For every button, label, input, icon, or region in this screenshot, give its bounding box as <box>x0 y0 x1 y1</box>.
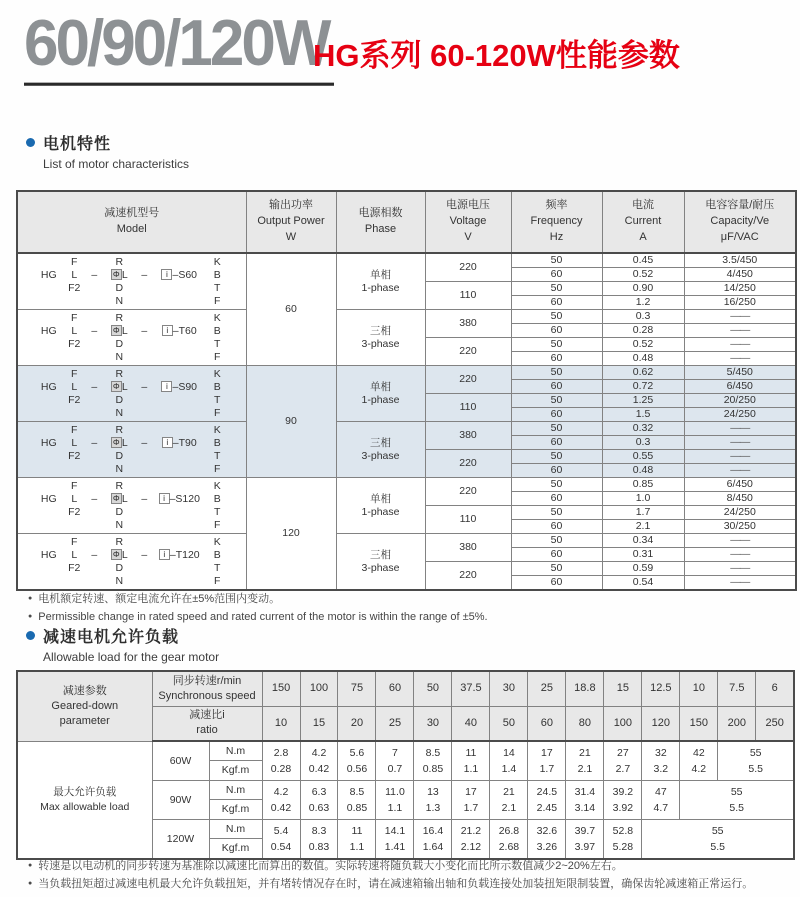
motor-table-body <box>17 253 796 590</box>
speed-value-header: 6 <box>756 671 794 706</box>
capacity-cell: —— <box>684 338 796 352</box>
speed-value-header: 15 <box>604 671 642 706</box>
load-value-cell: 2.8 0.28 <box>262 741 300 781</box>
capacity-cell: 5/450 <box>684 366 796 380</box>
motor-table-row <box>17 253 796 268</box>
frequency-cell: 50 <box>511 478 602 492</box>
synchronous-speed-header: 同步转速r/min Synchronous speed <box>152 671 262 706</box>
motor-table-row <box>17 366 796 380</box>
ratio-value-header: 25 <box>376 706 414 741</box>
motor-table-row <box>17 534 796 548</box>
page-title-series: HG系列 60-120W性能参数 <box>313 38 680 73</box>
section2-title-zh: 减速电机允许负载 <box>43 629 180 646</box>
motor-table-head <box>17 191 796 253</box>
load-value-cell: 39.2 3.92 <box>604 781 642 820</box>
model-cell <box>17 534 246 591</box>
section-bullet-icon <box>26 138 35 147</box>
unit-nm-label: N.m <box>210 781 262 800</box>
note-line <box>28 592 788 606</box>
load-value-cell: 31.4 3.14 <box>566 781 604 820</box>
load-table-row <box>17 741 794 781</box>
capacity-cell: 30/250 <box>684 520 796 534</box>
ratio-value-header: 120 <box>642 706 680 741</box>
load-value-cell: 39.7 3.97 <box>566 820 604 860</box>
voltage-cell: 110 <box>425 506 511 534</box>
frequency-cell: 50 <box>511 310 602 324</box>
phi-box-symbol: Φ <box>111 325 122 336</box>
speed-value-header: 12.5 <box>642 671 680 706</box>
ratio-value-header: 150 <box>680 706 718 741</box>
ratio-value-header: 40 <box>452 706 490 741</box>
phase-cell: 单相 1-phase <box>336 366 425 422</box>
capacity-cell: —— <box>684 562 796 576</box>
frequency-cell: 50 <box>511 534 602 548</box>
frequency-cell: 50 <box>511 338 602 352</box>
frequency-cell: 50 <box>511 422 602 436</box>
capacity-cell: —— <box>684 324 796 338</box>
frequency-cell: 60 <box>511 576 602 591</box>
section2-title-en: Allowable load for the gear motor <box>43 650 220 664</box>
voltage-cell: 220 <box>425 450 511 478</box>
speed-value-header: 150 <box>262 671 300 706</box>
load-value-cell: 8.5 0.85 <box>338 781 376 820</box>
load-value-cell: 11.0 1.1 <box>376 781 414 820</box>
motor-power-cell: 60W <box>152 741 209 781</box>
current-cell: 0.34 <box>602 534 684 548</box>
load-value-cell: 17 1.7 <box>452 781 490 820</box>
ratio-value-header: 15 <box>300 706 338 741</box>
load-value-cell: 5.6 0.56 <box>338 741 376 781</box>
note-line <box>28 877 788 891</box>
column-header: 电源电压 Voltage V <box>425 191 511 253</box>
geared-down-parameter-header: 减速参数 Geared-down parameter <box>17 671 152 741</box>
load-value-cell: 8.5 0.85 <box>414 741 452 781</box>
ratio-value-header: 100 <box>604 706 642 741</box>
current-cell: 1.25 <box>602 394 684 408</box>
frequency-cell: 60 <box>511 268 602 282</box>
model-designation: HG F L F2 – R Φ L D N – i –S60 K B T F <box>40 255 221 307</box>
current-cell: 2.1 <box>602 520 684 534</box>
model-cell <box>17 310 246 366</box>
section-motor-characteristics <box>26 131 189 171</box>
capacity-cell: 6/450 <box>684 478 796 492</box>
voltage-cell: 110 <box>425 394 511 422</box>
load-table-head <box>17 671 794 741</box>
frequency-cell: 50 <box>511 282 602 296</box>
ratio-box-symbol: i <box>161 381 172 392</box>
frequency-cell: 50 <box>511 253 602 268</box>
load-header-row-speed <box>17 671 794 706</box>
current-cell: 0.32 <box>602 422 684 436</box>
capacity-cell: —— <box>684 548 796 562</box>
model-designation: HG F L F2 – R Φ L D N – i –T60 K B T F <box>40 311 221 363</box>
model-cell <box>17 478 246 534</box>
note-bullet-icon: ● <box>28 880 33 887</box>
frequency-cell: 50 <box>511 394 602 408</box>
allowable-load-table <box>16 670 795 860</box>
load-value-cell: 16.4 1.64 <box>414 820 452 860</box>
column-header: 频率 Frequency Hz <box>511 191 602 253</box>
speed-value-header: 7.5 <box>718 671 756 706</box>
capacity-cell: —— <box>684 422 796 436</box>
load-value-cell: 17 1.7 <box>528 741 566 781</box>
frequency-cell: 60 <box>511 324 602 338</box>
frequency-cell: 50 <box>511 562 602 576</box>
capacity-cell: 24/250 <box>684 408 796 422</box>
voltage-cell: 380 <box>425 422 511 450</box>
current-cell: 0.90 <box>602 282 684 296</box>
current-cell: 0.52 <box>602 338 684 352</box>
note-bullet-icon: ● <box>28 862 33 869</box>
column-header: 电容容量/耐压 Capacity/Ve μF/VAC <box>684 191 796 253</box>
phase-cell: 单相 1-phase <box>336 478 425 534</box>
unit-kgfm-label: Kgf.m <box>221 803 250 815</box>
speed-value-header: 60 <box>376 671 414 706</box>
load-value-cell: 26.8 2.68 <box>490 820 528 860</box>
load-value-cell: 24.5 2.45 <box>528 781 566 820</box>
capacity-cell: 6/450 <box>684 380 796 394</box>
load-value-cell: 42 4.2 <box>680 741 718 781</box>
model-cell <box>17 366 246 422</box>
current-cell: 0.3 <box>602 436 684 450</box>
ratio-value-header: 50 <box>490 706 528 741</box>
unit-cell <box>209 741 262 781</box>
frequency-cell: 60 <box>511 520 602 534</box>
load-value-cell: 11 1.1 <box>338 820 376 860</box>
ratio-value-header: 200 <box>718 706 756 741</box>
unit-kgfm-label: Kgf.m <box>221 764 250 776</box>
current-cell: 0.28 <box>602 324 684 338</box>
note-line <box>28 610 788 624</box>
load-value-cell: 21 2.1 <box>490 781 528 820</box>
section-bullet-icon <box>26 631 35 640</box>
phi-box-symbol: Φ <box>111 437 122 448</box>
ratio-box-symbol: i <box>162 437 173 448</box>
current-cell: 0.48 <box>602 352 684 366</box>
ratio-header: 减速比i ratio <box>152 706 262 741</box>
current-cell: 0.62 <box>602 366 684 380</box>
section1-title-en: List of motor characteristics <box>43 157 190 171</box>
motor-table-row <box>17 422 796 436</box>
unit-cell <box>209 820 262 860</box>
model-designation: HG F L F2 – R Φ L D N – i –S120 K B T F <box>40 479 221 531</box>
load-value-cell: 27 2.7 <box>604 741 642 781</box>
current-cell: 0.54 <box>602 576 684 591</box>
voltage-cell: 220 <box>425 366 511 394</box>
speed-value-header: 37.5 <box>452 671 490 706</box>
note-bullet-icon: ● <box>28 613 33 620</box>
motor-table-row <box>17 310 796 324</box>
motor-table-notes <box>28 592 788 624</box>
ratio-value-header: 30 <box>414 706 452 741</box>
unit-kgfm-label: Kgf.m <box>221 842 250 854</box>
current-cell: 1.7 <box>602 506 684 520</box>
load-value-cell: 5.4 0.54 <box>262 820 300 860</box>
load-value-cell: 47 4.7 <box>642 781 680 820</box>
load-value-cell: 8.3 0.83 <box>300 820 338 860</box>
current-cell: 1.5 <box>602 408 684 422</box>
voltage-cell: 110 <box>425 282 511 310</box>
ratio-box-symbol: i <box>162 325 173 336</box>
note-bullet-icon: ● <box>28 595 33 602</box>
note-line <box>28 859 788 873</box>
frequency-cell: 50 <box>511 506 602 520</box>
frequency-cell: 60 <box>511 408 602 422</box>
note-text: 转速是以电动机的同步转速为基准除以减速比而算出的数值。实际转速将随负载大小变化而比所示数值减少2~20%左右。 <box>38 860 623 872</box>
model-designation: HG F L F2 – R Φ L D N – i –T90 K B T F <box>40 423 221 475</box>
speed-value-header: 100 <box>300 671 338 706</box>
ratio-box-symbol: i <box>161 269 172 280</box>
load-value-cell: 4.2 0.42 <box>262 781 300 820</box>
column-header: 减速机型号 Model <box>17 191 246 253</box>
frequency-cell: 60 <box>511 436 602 450</box>
load-value-cell: 52.8 5.28 <box>604 820 642 860</box>
capacity-cell: 20/250 <box>684 394 796 408</box>
load-value-cell: 11 1.1 <box>452 741 490 781</box>
model-cell <box>17 422 246 478</box>
capacity-cell: 14/250 <box>684 282 796 296</box>
note-text: Permissible change in rated speed and rated current of the motor is within the range of ±5%. <box>38 611 488 623</box>
frequency-cell: 50 <box>511 450 602 464</box>
current-cell: 0.72 <box>602 380 684 394</box>
load-value-cell: 32 3.2 <box>642 741 680 781</box>
voltage-cell: 220 <box>425 338 511 366</box>
ratio-value-header: 60 <box>528 706 566 741</box>
motor-table-header-row <box>17 191 796 253</box>
load-value-cell: 21.2 2.12 <box>452 820 490 860</box>
frequency-cell: 60 <box>511 464 602 478</box>
max-allowable-load-header: 最大允许负载 Max allowable load <box>17 741 152 859</box>
motor-characteristics-table <box>16 190 797 591</box>
voltage-cell: 380 <box>425 534 511 562</box>
current-cell: 1.2 <box>602 296 684 310</box>
ratio-box-symbol: i <box>159 549 170 560</box>
load-value-cell: 13 1.3 <box>414 781 452 820</box>
current-cell: 0.59 <box>602 562 684 576</box>
output-power-cell: 60 <box>246 253 336 366</box>
capacity-cell: 16/250 <box>684 296 796 310</box>
phi-box-symbol: Φ <box>111 269 122 280</box>
load-value-cell: 21 2.1 <box>566 741 604 781</box>
current-cell: 0.52 <box>602 268 684 282</box>
ratio-value-header: 10 <box>262 706 300 741</box>
column-header: 电源相数 Phase <box>336 191 425 253</box>
load-value-cell: 32.6 3.26 <box>528 820 566 860</box>
speed-value-header: 50 <box>414 671 452 706</box>
load-value-cell: 14.1 1.41 <box>376 820 414 860</box>
load-value-cell: 6.3 0.63 <box>300 781 338 820</box>
frequency-cell: 60 <box>511 296 602 310</box>
unit-nm-label: N.m <box>210 742 262 761</box>
output-power-cell: 120 <box>246 478 336 591</box>
load-value-cell: 14 1.4 <box>490 741 528 781</box>
section-allowable-load <box>26 624 219 664</box>
motor-table-row <box>17 478 796 492</box>
load-value-cell-merged: 55 5.5 <box>642 820 794 860</box>
current-cell: 0.31 <box>602 548 684 562</box>
voltage-cell: 220 <box>425 253 511 282</box>
section1-title-zh: 电机特性 <box>43 136 112 153</box>
phase-cell: 三相 3-phase <box>336 310 425 366</box>
capacity-cell: 3.5/450 <box>684 253 796 268</box>
current-cell: 0.48 <box>602 464 684 478</box>
frequency-cell: 60 <box>511 380 602 394</box>
phase-cell: 三相 3-phase <box>336 534 425 591</box>
motor-power-cell: 90W <box>152 781 209 820</box>
ratio-value-header: 80 <box>566 706 604 741</box>
unit-nm-label: N.m <box>210 820 262 839</box>
model-designation: HG F L F2 – R Φ L D N – i –S90 K B T F <box>40 367 221 419</box>
ratio-value-header: 20 <box>338 706 376 741</box>
voltage-cell: 220 <box>425 478 511 506</box>
note-text: 电机额定转速、额定电流允许在±5%范围内变动。 <box>38 593 281 605</box>
capacity-cell: —— <box>684 464 796 478</box>
capacity-cell: —— <box>684 576 796 591</box>
speed-value-header: 10 <box>680 671 718 706</box>
capacity-cell: 24/250 <box>684 506 796 520</box>
load-value-cell: 4.2 0.42 <box>300 741 338 781</box>
current-cell: 0.85 <box>602 478 684 492</box>
load-value-cell: 7 0.7 <box>376 741 414 781</box>
load-value-cell-merged: 55 5.5 <box>718 741 794 781</box>
speed-value-header: 30 <box>490 671 528 706</box>
column-header: 输出功率 Output Power W <box>246 191 336 253</box>
current-cell: 0.45 <box>602 253 684 268</box>
frequency-cell: 60 <box>511 352 602 366</box>
unit-cell <box>209 781 262 820</box>
motor-power-cell: 120W <box>152 820 209 860</box>
phase-cell: 单相 1-phase <box>336 253 425 310</box>
capacity-cell: —— <box>684 450 796 464</box>
note-text: 当负载扭矩超过减速电机最大允许负载扭矩，并有堵转情况存在时，请在减速箱输出轴和负载连接处加装扭矩限制装置，确保齿轮减速箱正常运行。 <box>38 878 754 890</box>
footer-notes <box>28 859 788 891</box>
speed-value-header: 75 <box>338 671 376 706</box>
capacity-cell: —— <box>684 352 796 366</box>
capacity-cell: 4/450 <box>684 268 796 282</box>
capacity-cell: 8/450 <box>684 492 796 506</box>
model-cell <box>17 253 246 310</box>
speed-value-header: 25 <box>528 671 566 706</box>
phase-cell: 三相 3-phase <box>336 422 425 478</box>
ratio-box-symbol: i <box>159 493 170 504</box>
capacity-cell: —— <box>684 534 796 548</box>
voltage-cell: 220 <box>425 562 511 591</box>
frequency-cell: 60 <box>511 548 602 562</box>
phi-box-symbol: Φ <box>111 549 122 560</box>
frequency-cell: 50 <box>511 366 602 380</box>
column-header: 电流 Current A <box>602 191 684 253</box>
current-cell: 1.0 <box>602 492 684 506</box>
capacity-cell: —— <box>684 436 796 450</box>
voltage-cell: 380 <box>425 310 511 338</box>
model-designation: HG F L F2 – R Φ L D N – i –T120 K B T F <box>40 535 221 587</box>
frequency-cell: 60 <box>511 492 602 506</box>
capacity-cell: —— <box>684 310 796 324</box>
phi-box-symbol: Φ <box>111 493 122 504</box>
ratio-value-header: 250 <box>756 706 794 741</box>
speed-value-header: 18.8 <box>566 671 604 706</box>
output-power-cell: 90 <box>246 366 336 478</box>
current-cell: 0.3 <box>602 310 684 324</box>
page-title-wattage: 60/90/120W <box>24 14 334 86</box>
phi-box-symbol: Φ <box>111 381 122 392</box>
load-value-cell-merged: 55 5.5 <box>680 781 794 820</box>
current-cell: 0.55 <box>602 450 684 464</box>
load-table-body <box>17 741 794 859</box>
